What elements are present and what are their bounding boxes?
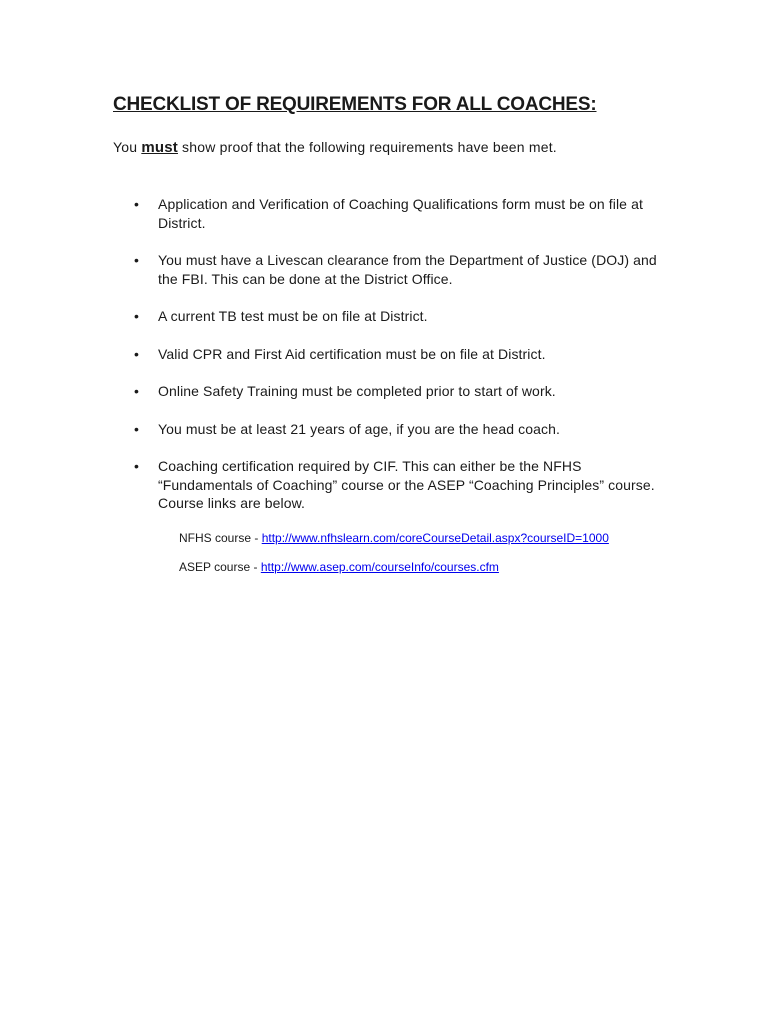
requirement-text: Valid CPR and First Aid certification must be on file at District. bbox=[158, 345, 546, 362]
asep-course-label: ASEP course - bbox=[179, 560, 261, 574]
requirements-list bbox=[113, 195, 673, 513]
asep-course-row bbox=[179, 560, 609, 589]
bullet-icon: • bbox=[134, 196, 140, 212]
requirement-item bbox=[113, 382, 673, 401]
nfhs-course-link[interactable]: http://www.nfhslearn.com/coreCourseDetail.aspx?courseID=1000 bbox=[261, 531, 609, 545]
nfhs-course-label: NFHS course - bbox=[179, 531, 262, 545]
requirement-text: Online Safety Training must be completed prior to start of work. bbox=[158, 383, 556, 399]
requirement-text: A current TB test must be on file at District. bbox=[158, 308, 428, 324]
requirement-text: You must have a Livescan clearance from the Department of Justice (DOJ) and the FBI. This can be done at the District Office. bbox=[158, 252, 657, 287]
bullet-icon: • bbox=[134, 458, 140, 474]
requirement-text: Application and Verification of Coaching Qualifications form must be on file at District. bbox=[158, 196, 643, 231]
bullet-icon: • bbox=[134, 252, 140, 268]
course-links bbox=[179, 531, 609, 589]
intro-text bbox=[113, 139, 557, 156]
requirement-text: Coaching certification required by CIF. This can either be the NFHS “Fundamentals of Coaching” course or the ASEP “Coaching Principles” course. Course links are below. bbox=[158, 458, 655, 511]
requirement-item bbox=[113, 195, 673, 232]
requirement-text: You must be at least 21 years of age, if you are the head coach. bbox=[158, 420, 561, 437]
page-title: CHECKLIST OF REQUIREMENTS FOR ALL COACHES: bbox=[113, 94, 597, 115]
bullet-icon: • bbox=[134, 383, 140, 399]
bullet-icon: • bbox=[134, 420, 140, 437]
intro-after: show proof that the following requirements have been met. bbox=[177, 139, 557, 155]
intro-emphasis: must bbox=[141, 139, 178, 156]
requirement-item bbox=[113, 457, 673, 513]
requirement-item bbox=[113, 420, 673, 439]
bullet-icon: • bbox=[134, 308, 140, 324]
asep-course-link[interactable]: http://www.asep.com/courseInfo/courses.cfm bbox=[260, 560, 499, 574]
requirement-item bbox=[113, 345, 673, 364]
requirement-item bbox=[113, 307, 673, 326]
nfhs-course-row bbox=[179, 531, 609, 560]
intro-before: You bbox=[113, 139, 142, 155]
requirement-item bbox=[113, 251, 673, 288]
bullet-icon: • bbox=[134, 345, 140, 362]
